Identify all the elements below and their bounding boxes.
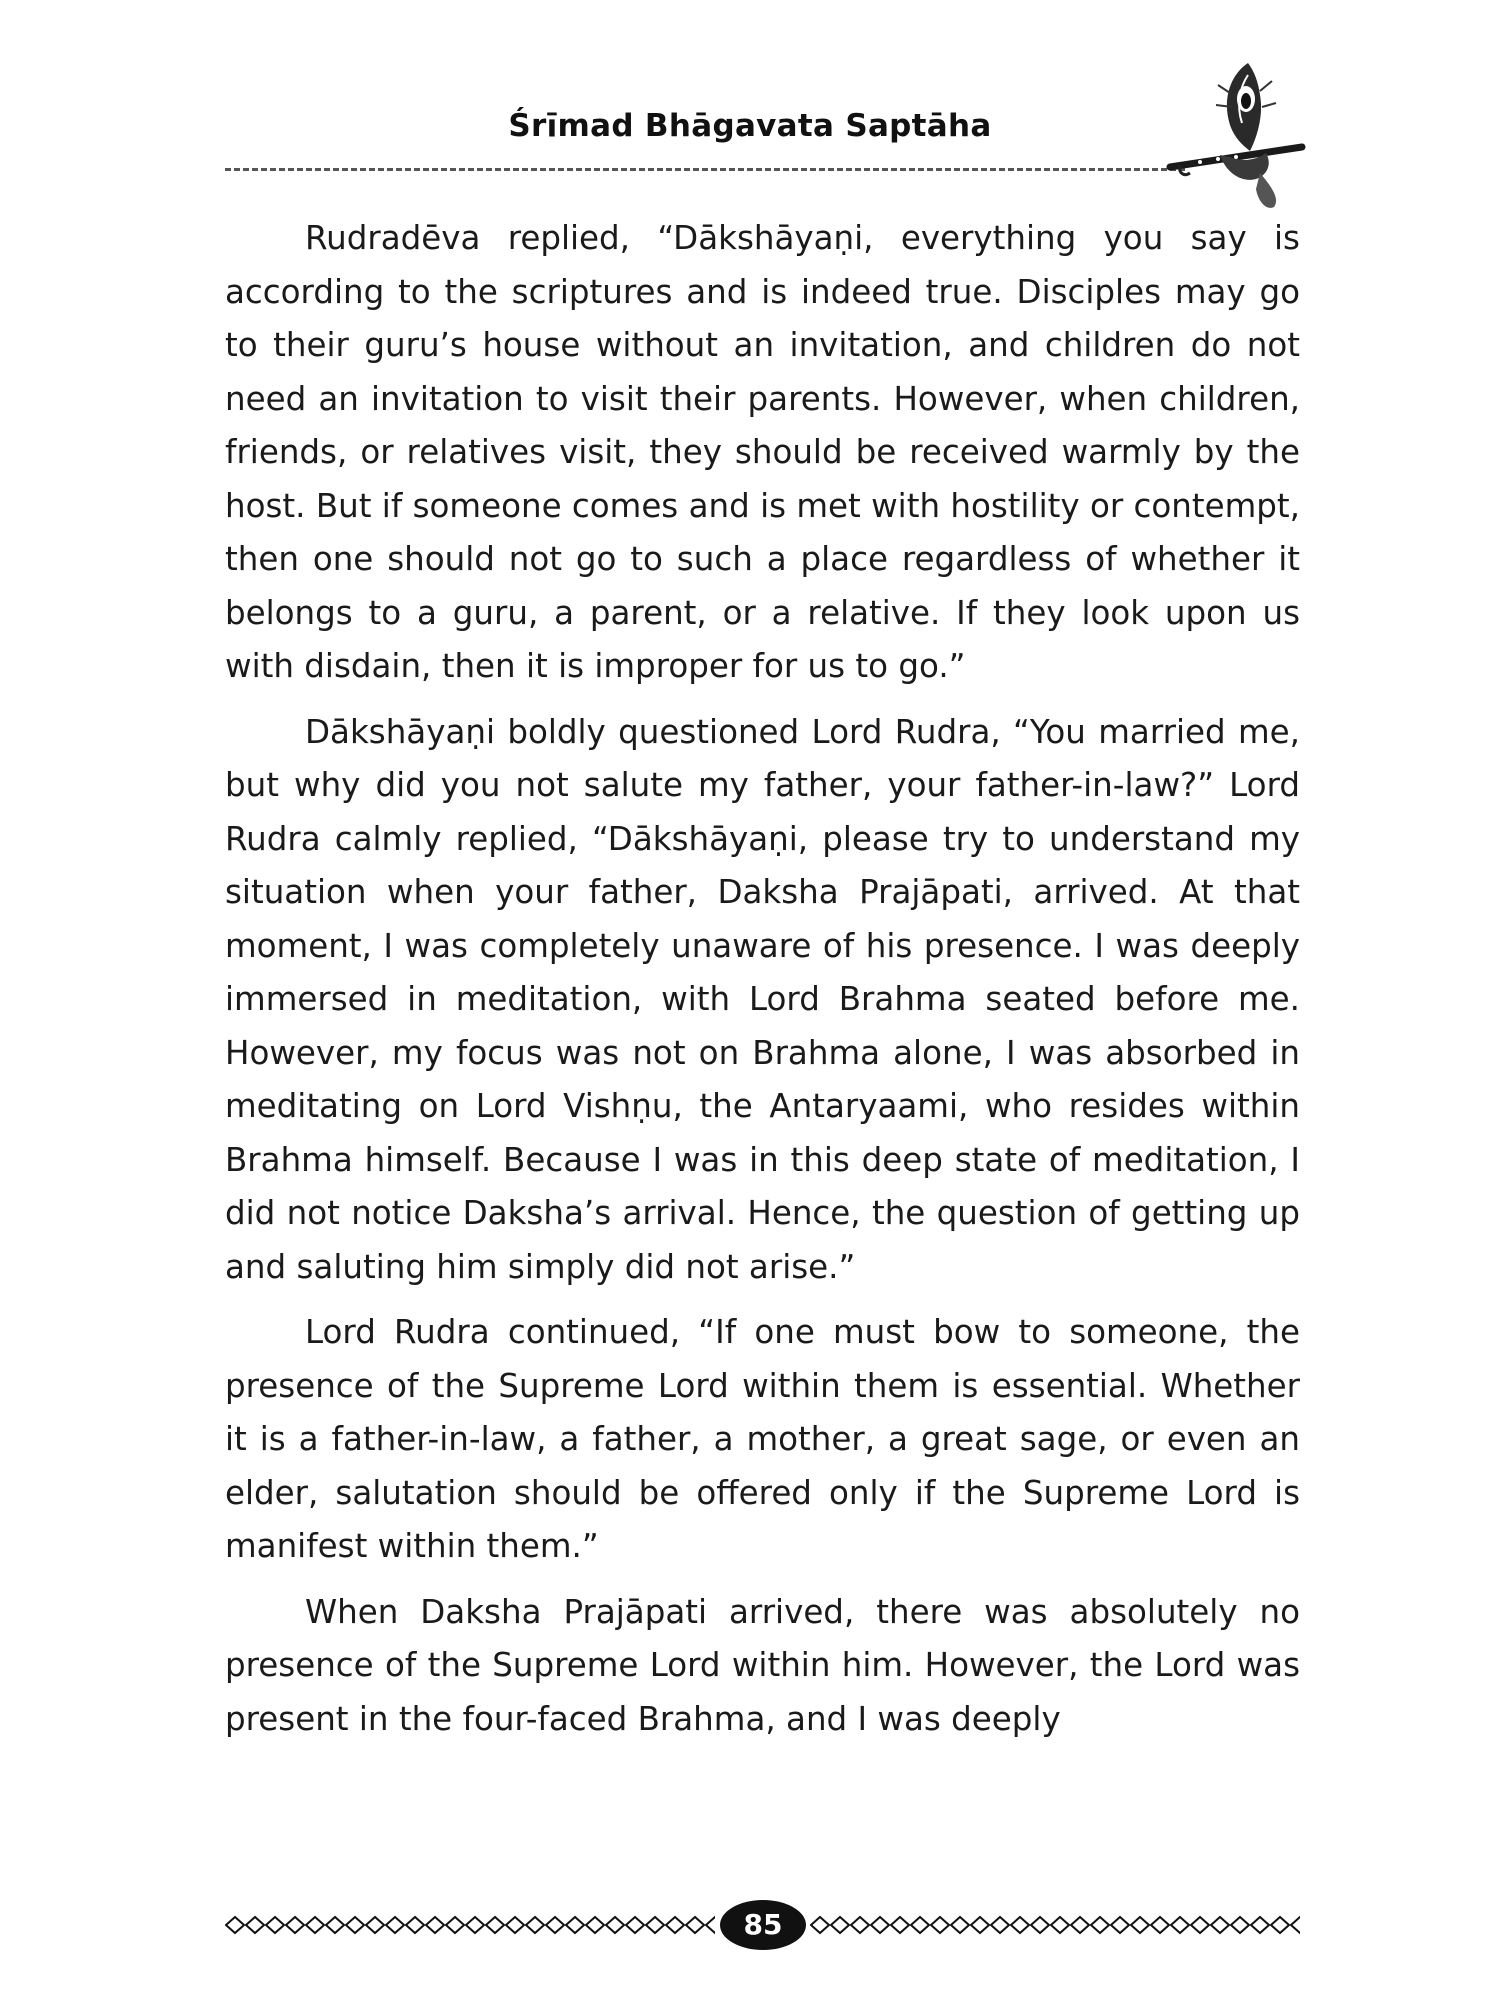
page-body [225,212,1300,1758]
paragraph-4: When Daksha Prajāpati arrived, there was absolutely no presence of the Supreme Lord within him. However, the Lord was present in the four-faced Brahma, and I was deeply [225,1592,1300,1738]
running-head-title: Śrīmad Bhāgavata Saptāha [508,108,992,144]
page-header [0,0,1500,200]
paragraph-1: Rudradēva replied, “Dākshāyaṇi, everything you say is according to the scriptures and is indeed true. Disciples may go to their guru’s house without an invitation, and children do not need an invitation to visit their parents. However, when children, friends, or relatives visit, they should be received warmly by the host. But if someone comes and is met with hostility or contempt, then one should not go to such a place regardless of whether it belongs to a guru, a parent, or a relative. If they look upon us with disdain, then it is improper for us to go.” [225,219,1300,685]
paragraph-2: Dākshāyaṇi boldly questioned Lord Rudra, “You married me, but why did you not salute my father, your father-in-law?” Lord Rudra calmly replied, “Dākshāyaṇi, please try to understand my situation when your father, Daksha Prajāpati, arrived. At that moment, I was completely unaware of his presence. I was deeply immersed in meditation, with Lord Brahma seated before me. However, my focus was not on Brahma alone, I was absorbed in meditating on Lord Vishṇu, the Antaryaami, who resides within Brahma himself. Because I was in this deep state of meditation, I did not notice Daksha’s arrival. Hence, the question of getting up and saluting him simply did not arise.” [225,712,1300,1286]
header-dashed-rule [225,168,1185,171]
paragraph-3: Lord Rudra continued, “If one must bow to someone, the presence of the Supreme Lord within them is essential. Whether it is a father-in-law, a father, a mother, a great sage, or even an elder, salutation should be offered only if the Supreme Lord is manifest within them.” [225,1313,1300,1565]
page-number-badge: 85 [720,1900,806,1950]
diamond-chain-border-icon [810,1914,1300,1936]
diamond-chain-border-icon [225,1914,715,1936]
peacock-feather-flute-icon [1160,55,1310,215]
page-footer [225,1900,1300,1960]
